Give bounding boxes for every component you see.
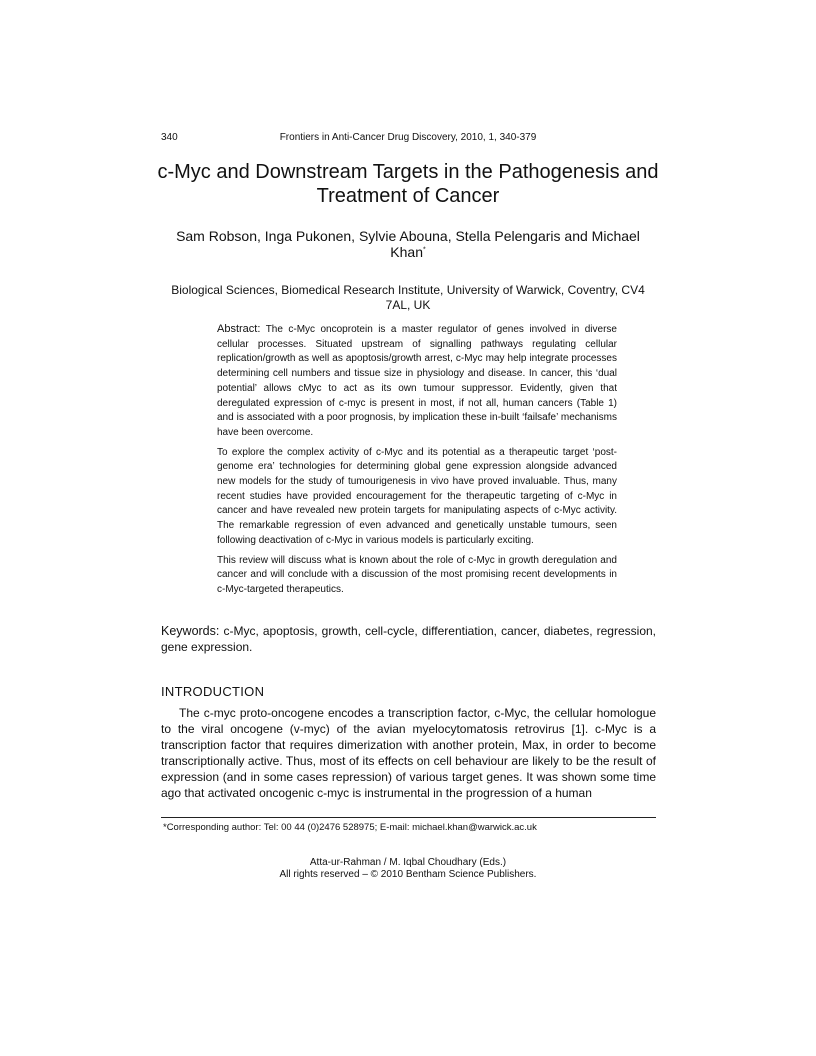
journal-reference: Frontiers in Anti-Cancer Drug Discovery, 2010, 1, 340-379 — [279, 132, 537, 143]
abstract-paragraph: This review will discuss what is known about the role of c-Myc in growth deregulation and cancer and will conclude with a discussion of the most promising recent developments in c-Myc-targeted therapeutics. — [217, 554, 617, 595]
footnote-corresponding-author: *Corresponding author: Tel: 00 44 (0)2476 528975; E-mail: michael.khan@warwick.ac.uk — [163, 822, 537, 833]
paper-title: c-Myc and Downstream Targets in the Pathogenesis and Treatment of Cancer — [157, 161, 659, 207]
author-list — [175, 228, 641, 260]
keywords — [161, 623, 656, 655]
introduction-paragraph: The c-myc proto-oncogene encodes a transcription factor, c-Myc, the cellular homologue to the viral oncogene (v-myc) of the avian myelocytomatosis retrovirus [1]. c-Myc is a transcription factor that requires dimerization with another protein, Max, in order to become transcriptionally active. Thus, most of its effects on cell behaviour are likely to be the result of expression (and in some cases repression) of various target genes. It was shown some time ago that activated oncogenic c-myc is instrumental in the progression of a human — [161, 706, 656, 800]
introduction-body — [161, 705, 656, 801]
abstract-paragraph — [217, 322, 617, 441]
author-names: Sam Robson, Inga Pukonen, Sylvie Abouna, Stella Pelengaris and Michael Khan — [176, 228, 640, 260]
footer-rights: All rights reserved – © 2010 Bentham Science Publishers. — [279, 869, 537, 880]
section-heading-introduction: INTRODUCTION — [161, 684, 265, 699]
keywords-label: Keywords: — [161, 624, 220, 638]
affiliation: Biological Sciences, Biomedical Research Institute, University of Warwick, Coventry, CV4 7AL, UK — [171, 283, 645, 312]
abstract-label: Abstract: — [217, 323, 261, 335]
abstract-text: The c-Myc oncoprotein is a master regulator of genes involved in diverse cellular processes. Situated upstream of signalling pathways regulating cellular replication/growth as well as apoptosis/growth arrest, c-Myc may help integrate processes determining cell numbers and tissue size in physiology and disease. In cancer, this ‘dual potential’ allows cMyc to act as its own tumour suppressor. Evidently, given that deregulated expression of c-myc is present in most, if not all, human cancers (Table 1) and is associated with a poor prognosis, by implication these in-built ‘failsafe’ mechanisms have been overcome. — [217, 324, 617, 438]
footnote-divider — [161, 817, 656, 818]
page-number: 340 — [161, 132, 178, 143]
corresponding-author-mark: * — [422, 246, 426, 254]
abstract — [217, 322, 617, 603]
footer-editors: Atta-ur-Rahman / M. Iqbal Choudhary (Eds.) — [309, 857, 507, 868]
abstract-paragraph: To explore the complex activity of c-Myc and its potential as a therapeutic target ‘post-genome era’ technologies for determining global gene expression alongside advanced new models for the study of tumourigenesis in vivo have proved invaluable. Thus, many recent studies have provided encouragement for the therapeutic targeting of c-Myc in cancer and have revealed new protein targets for manipulating aspects of c-Myc activity. The remarkable regression of even advanced and genetically unstable tumours, seen following deactivation of c-Myc in various models is particularly exciting. — [217, 446, 617, 546]
keywords-text: c-Myc, apoptosis, growth, cell-cycle, differentiation, cancer, diabetes, regression, gene expression. — [161, 624, 657, 654]
